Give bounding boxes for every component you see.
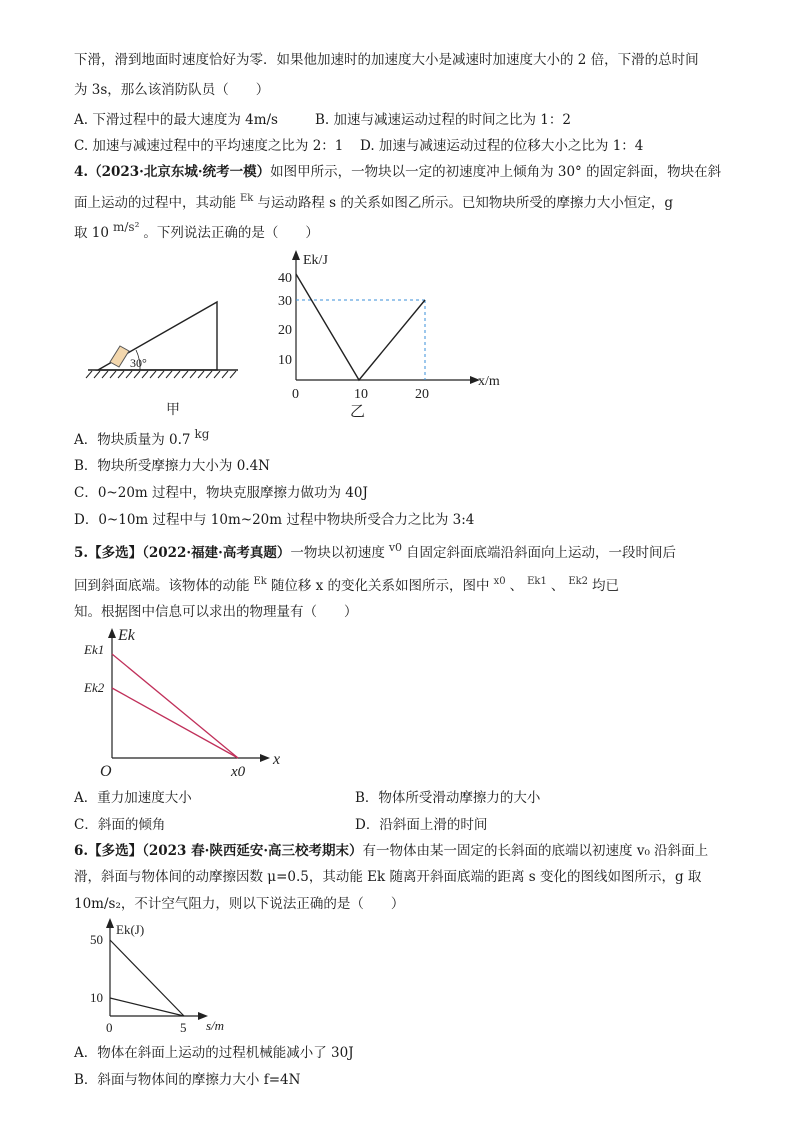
q4-line2: 面上运动的过程中，其动能 Ek 与运动路程 s 的关系如图乙所示。已知物块所受的摩擦力大小恒定，g <box>74 193 673 215</box>
q6-ytick-10: 10 <box>90 990 103 1005</box>
q5-option-d[interactable]: D．沿斜面上滑的时间 <box>355 817 488 833</box>
q5-line2: 回到斜面底端。该物体的动能 Ek 随位移 x 的变化关系如图所示，图中 x0 、 Ek1 、 Ek2 均已 <box>74 576 620 594</box>
q5-origin-label: O <box>100 763 112 780</box>
unit-symbol: m/s² <box>112 220 140 234</box>
q5-source: （2022·福建·高考真题） <box>142 545 291 561</box>
q6-tag: 【多选】 <box>88 843 143 859</box>
q6-xtick-0: 0 <box>106 1020 113 1035</box>
q6-xlabel: s/m <box>206 1018 225 1033</box>
q4-source: （2023·北京东城·统考一模） <box>88 164 271 180</box>
q6-line3: 10m/s₂，不计空气阻力，则以下说法正确的是（ ） <box>74 896 405 912</box>
q6-option-b[interactable]: B．斜面与物体间的摩擦力大小 f=4N <box>74 1072 301 1088</box>
q4-number: 4. <box>74 164 89 180</box>
q6-xtick-5: 5 <box>180 1020 187 1035</box>
q5-ylabel: Ek <box>118 627 135 644</box>
yi-xlabel: x/m <box>478 374 500 389</box>
q4-option-a[interactable]: A．物块质量为 0.7 kg <box>74 430 213 450</box>
q6-ytick-50: 50 <box>90 932 103 947</box>
q6-option-a[interactable]: A．物体在斜面上运动的过程机械能减小了 30J <box>74 1045 354 1061</box>
q4-stem-1: 如图甲所示，一物块以一定的初速度冲上倾角为 30° 的固定斜面，物块在斜 <box>270 164 722 180</box>
q3-option-a[interactable]: A. 下滑过程中的最大速度为 4m/s <box>74 112 278 128</box>
figure-q5-chart <box>80 624 300 784</box>
q5-line3: 知。根据图中信息可以求出的物理量有（ ） <box>74 604 358 620</box>
q4-line3: 取 10 m/s² 。下列说法正确的是（ ） <box>74 223 319 243</box>
ek-symbol: Ek <box>240 193 254 204</box>
q4-option-b[interactable]: B．物块所受摩擦力大小为 0.4N <box>74 458 270 474</box>
figure-q6-chart <box>84 916 284 1036</box>
q6-source: （2023 春·陕西延安·高三校考期末） <box>142 843 363 859</box>
figure-yi-chart <box>260 248 520 423</box>
q5-option-a[interactable]: A．重力加速度大小 <box>74 790 192 806</box>
q5-option-c[interactable]: C．斜面的倾角 <box>74 817 166 833</box>
q3-option-b[interactable]: B. 加速与减速运动过程的时间之比为 1：2 <box>315 112 571 128</box>
q5-ek1-label: Ek1 <box>84 642 105 657</box>
q5-tag: 【多选】 <box>88 545 143 561</box>
yi-ytick-30: 30 <box>278 294 292 309</box>
figure-jia-label: 甲 <box>166 403 180 418</box>
yi-ytick-10: 10 <box>278 353 292 368</box>
yi-xtick-20: 20 <box>415 387 429 402</box>
q4-option-d[interactable]: D．0~10m 过程中与 10m~20m 过程中物块所受合力之比为 3:4 <box>74 512 475 528</box>
q3-line1: 下滑，滑到地面时速度恰好为零．如果他加速时的加速度大小是减速时加速度大小的 2 倍，下滑的总时间 <box>74 52 699 68</box>
yi-xtick-0: 0 <box>292 387 299 402</box>
yi-xtick-10: 10 <box>354 387 368 402</box>
yi-ylabel: Ek/J <box>303 253 328 268</box>
q6-ylabel: Ek(J) <box>116 922 145 937</box>
unit-kg: kg <box>194 427 210 441</box>
q3-option-c[interactable]: C. 加速与减速过程中的平均速度之比为 2：1 <box>74 138 344 154</box>
q4-line1 <box>74 162 721 182</box>
figure-yi-label: 乙 <box>350 404 366 420</box>
q6-line2: 滑，斜面与物体间的动摩擦因数 μ=0.5，其动能 Ek 随离开斜面底端的距离 s 变化的图线如图所示，g 取 <box>74 869 702 885</box>
v0-symbol: v0 <box>388 541 403 554</box>
q5-ek2-label: Ek2 <box>84 680 105 695</box>
figure-jia-incline <box>80 290 240 420</box>
yi-ytick-40: 40 <box>278 271 292 286</box>
incline-angle-label: 30° <box>130 356 147 370</box>
q5-option-b[interactable]: B．物体所受滑动摩擦力的大小 <box>355 790 541 806</box>
q5-line1: 5.【多选】（2022·福建·高考真题）一物块以初速度 v0 自固定斜面底端沿斜面向上运动，一段时间后 <box>74 543 676 564</box>
q5-x-label: x <box>273 751 281 768</box>
q3-line2: 为 3s，那么该消防队员（ ） <box>74 82 270 98</box>
q5-x0-label: x0 <box>231 764 246 780</box>
q6-line1: 6.【多选】（2023 春·陕西延安·高三校考期末）有一物体由某一固定的长斜面的底端以初速度 v₀ 沿斜面上 <box>74 843 709 859</box>
q3-option-d[interactable]: D. 加速与减速运动过程的位移大小之比为 1：4 <box>360 138 644 154</box>
q4-option-c[interactable]: C．0~20m 过程中，物块克服摩擦力做功为 40J <box>74 485 368 501</box>
yi-ytick-20: 20 <box>278 323 292 338</box>
